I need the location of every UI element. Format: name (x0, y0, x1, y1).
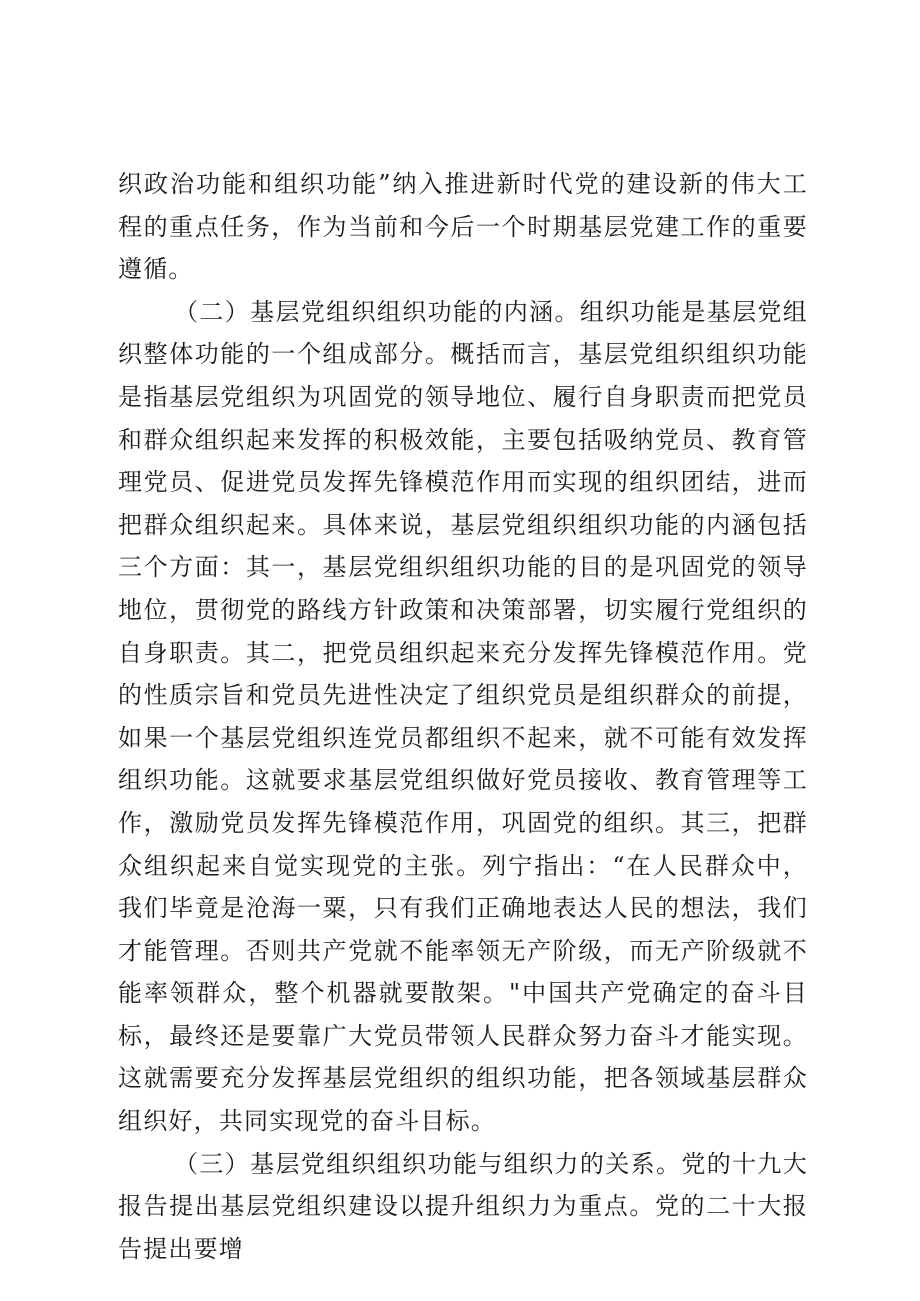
paragraph-continuation: 织政治功能和组织功能”纳入推进新时代党的建设新的伟大工程的重点任务，作为当前和今后一个时期基层党建工作的重要遵循。 (118, 170, 808, 284)
paragraph-section-2: （二）基层党组织组织功能的内涵。组织功能是基层党组织整体功能的一个组成部分。概括而言，基层党组织组织功能是指基层党组织为巩固党的领导地位、履行自身职责而把党员和群众组织起来发挥的积极效能，主要包括吸纳党员、教育管理党员、促进党员发挥先锋模范作用而实现的组织团结，进而把群众组织起来。具体来说，基层党组织组织功能的内涵包括三个方面：其一，基层党组织组织功能的目的是巩固党的领导地位，贯彻党的路线方针政策和决策部署，切实履行党组织的自身职责。其二，把党员组织起来充分发挥先锋模范作用。党的性质宗旨和党员先进性决定了组织党员是组织群众的前提，如果一个基层党组织连党员都组织不起来，就不可能有效发挥组织功能。这就要求基层党组织做好党员接收、教育管理等工作，激励党员发挥先锋模范作用，巩固党的组织。其三，把群众组织起来自觉实现党的主张。列宁指出：“在人民群众中，我们毕竟是沧海一粟，只有我们正确地表达人民的想法，我们才能管理。否则共产党就不能率领无产阶级，而无产阶级就不能率领群众，整个机器就要散架。"中国共产党确定的奋斗目标，最终还是要靠广大党员带领人民群众努力奋斗才能实现。这就需要充分发挥基层党组织的组织功能，把各领域基层群众组织好，共同实现党的奋斗目标。 (118, 297, 808, 1136)
document-body (118, 163, 808, 1270)
paragraph-section-3: （三）基层党组织组织功能与组织力的关系。党的十九大报告提出基层党组织建设以提升组织力为重点。党的二十大报告提出要增 (118, 1149, 808, 1263)
